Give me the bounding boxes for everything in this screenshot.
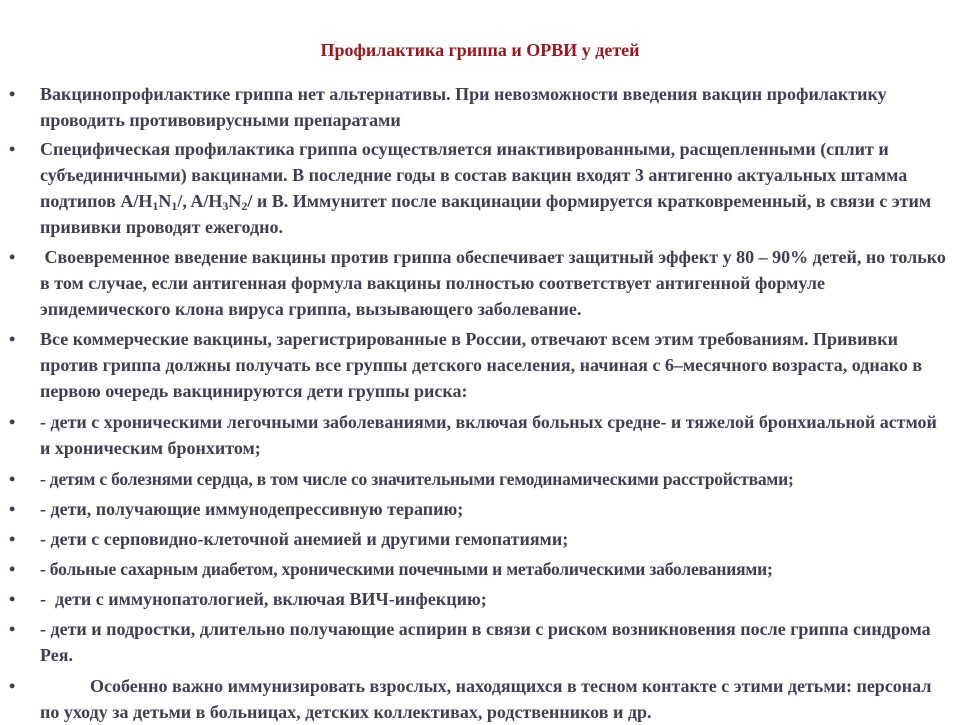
item-text: Вакцинопрофилактике гриппа нет альтернативы. При невозможности введения вакцин профилактику проводить противовирусными препаратами: [40, 84, 887, 130]
item-text: - дети, получающие иммунодепрессивную терапию;: [40, 499, 464, 519]
item-text: - дети и подростки, длительно получающие аспирин в связи с риском возникновения после гриппа синдрома Рея.: [40, 619, 931, 665]
list-item: [0, 409, 960, 461]
item-text: - дети с хроническими легочными заболеваниями, включая больных средне- и тяжелой бронхиальной астмой и хроническим бронхитом;: [40, 412, 937, 458]
item-text: - дети с серповидно-клеточной анемией и другими гемопатиями;: [40, 529, 569, 549]
bullet-marker: •: [9, 529, 16, 549]
item-text: Все коммерческие вакцины, зарегистрированные в России, отвечают всем этим требованиям. Прививки против гриппа должны получать все группы детского населения, начиная с 6–месячного возраста, однако в первою очередь вакцинируются дети группы риска:: [40, 329, 923, 401]
bullet-marker: •: [9, 329, 16, 349]
list-item: [0, 616, 960, 668]
item-text: Особенно важно иммунизировать взрослых, находящихся в тесном контакте с этими детьми: персонал по уходу за детьми в больницах, детских коллективах, родственников и др.: [40, 676, 932, 722]
list-item: [0, 81, 960, 133]
item-text: - дети с иммунопатологией, включая ВИЧ-инфекцию;: [40, 589, 487, 609]
item-text: - больные сахарным диабетом, хроническими почечными и метаболическими заболеваниями;: [40, 559, 773, 579]
slide-title: Профилактика гриппа и ОРВИ у детей: [320, 40, 640, 60]
bullet-marker: •: [9, 589, 16, 609]
list-item: [0, 556, 960, 582]
item-text: Своевременное введение вакцины против гриппа обеспечивает защитный эффект у 80 – 90% детей, но только в том случае, если антигенная формула вакцины полностью соответствует антигенной формуле эпидемического клона вируса гриппа, вызывающего заболевание.: [40, 247, 951, 319]
bullet-marker: •: [9, 499, 16, 519]
bullet-marker: •: [9, 412, 16, 432]
bullet-marker: •: [9, 676, 16, 696]
list-item: [0, 244, 960, 322]
item-text: Специфическая профилактика гриппа осуществляется инактивированными, расщепленными (сплит и субъединичными) вакцинами. В последние годы в состав вакцин входят 3 антигенно актуальных штамма подтипов $A/H_1N_1/$, $A/H_3N_2/$ и B. Иммунитет после вакцинации формируется кратковременный, в связи с этим прививки проводят ежегодно.: [40, 139, 932, 237]
bullet-list: [0, 81, 960, 725]
list-item: [0, 496, 960, 522]
list-item: [0, 326, 960, 404]
bullet-marker: •: [9, 469, 16, 489]
bullet-marker: •: [9, 84, 16, 104]
bullet-marker: •: [9, 139, 16, 159]
item-text: - детям с болезнями сердца, в том числе со значительными гемодинамическими расстройствами;: [40, 469, 794, 489]
bullet-marker: •: [9, 559, 16, 579]
list-item: [0, 136, 960, 240]
list-item: [0, 466, 960, 492]
list-item: [0, 673, 960, 725]
list-item: [0, 526, 960, 552]
bullet-marker: •: [9, 619, 16, 639]
list-item: [0, 586, 960, 612]
bullet-marker: •: [9, 247, 16, 267]
